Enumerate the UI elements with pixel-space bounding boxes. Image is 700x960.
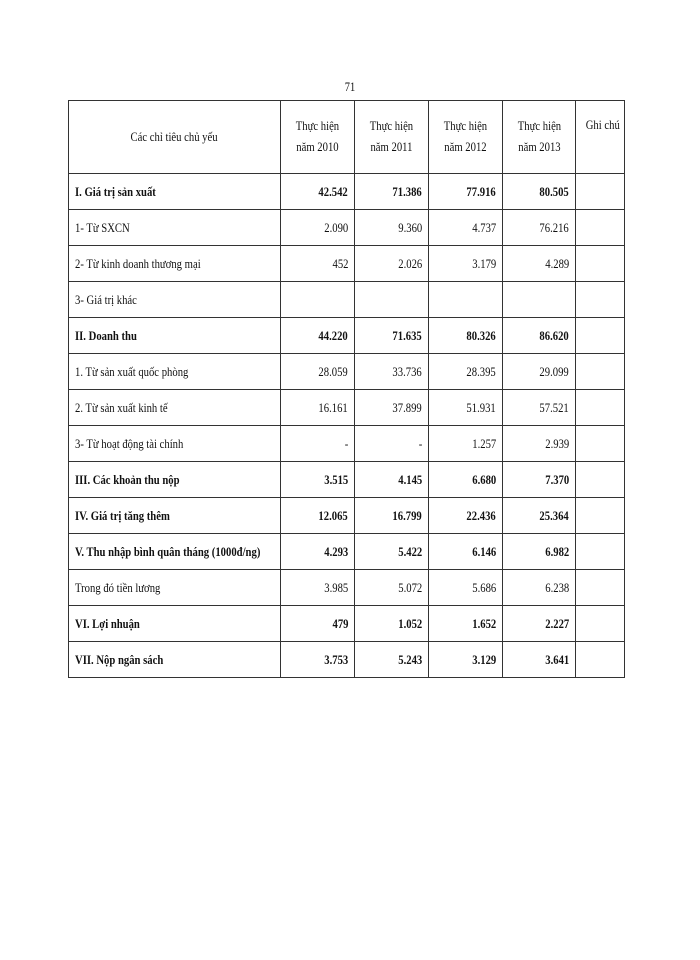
cell-year-2012: 3.179 <box>429 246 503 282</box>
cell-year-2011: 5.243 <box>355 642 429 678</box>
cell-year-2012: 51.931 <box>429 390 503 426</box>
cell-year-2012: 80.326 <box>429 318 503 354</box>
row-label: 3- Từ hoạt động tài chính <box>69 426 281 462</box>
cell-year-2013: 2.939 <box>503 426 576 462</box>
cell-note <box>576 606 625 642</box>
table-row <box>69 246 625 282</box>
cell-year-2013: 6.982 <box>503 534 576 570</box>
cell-year-2010: 479 <box>281 606 355 642</box>
cell-year-2010: 452 <box>281 246 355 282</box>
cell-year-2011: 5.422 <box>355 534 429 570</box>
cell-year-2013: 76.216 <box>503 210 576 246</box>
header-year-2011: Thực hiện năm 2011 <box>355 101 429 174</box>
cell-year-2011: 16.799 <box>355 498 429 534</box>
cell-year-2010: 44.220 <box>281 318 355 354</box>
cell-year-2010: 12.065 <box>281 498 355 534</box>
cell-year-2012: 28.395 <box>429 354 503 390</box>
cell-year-2012: 3.129 <box>429 642 503 678</box>
cell-year-2011: 5.072 <box>355 570 429 606</box>
table-row <box>69 462 625 498</box>
cell-year-2013: 29.099 <box>503 354 576 390</box>
cell-year-2011: 33.736 <box>355 354 429 390</box>
cell-year-2012 <box>429 282 503 318</box>
row-label: III. Các khoản thu nộp <box>69 462 281 498</box>
row-label: IV. Giá trị tăng thêm <box>69 498 281 534</box>
table-row <box>69 534 625 570</box>
cell-year-2010: 3.753 <box>281 642 355 678</box>
cell-year-2010: - <box>281 426 355 462</box>
cell-year-2010: 4.293 <box>281 534 355 570</box>
cell-note <box>576 642 625 678</box>
cell-year-2012: 4.737 <box>429 210 503 246</box>
cell-year-2011: 2.026 <box>355 246 429 282</box>
cell-note <box>576 570 625 606</box>
table-row <box>69 426 625 462</box>
cell-year-2012: 1.257 <box>429 426 503 462</box>
header-year-2013: Thực hiện năm 2013 <box>503 101 576 174</box>
cell-year-2011 <box>355 282 429 318</box>
cell-year-2010: 42.542 <box>281 174 355 210</box>
row-label: 2- Từ kinh doanh thương mại <box>69 246 281 282</box>
cell-year-2010: 2.090 <box>281 210 355 246</box>
cell-note <box>576 426 625 462</box>
cell-year-2011: - <box>355 426 429 462</box>
table-row <box>69 498 625 534</box>
table-body <box>69 174 625 678</box>
cell-year-2012: 77.916 <box>429 174 503 210</box>
cell-year-2011: 71.635 <box>355 318 429 354</box>
header-note: Ghi chú <box>576 101 625 174</box>
cell-year-2013 <box>503 282 576 318</box>
cell-year-2013: 25.364 <box>503 498 576 534</box>
row-label: VII. Nộp ngân sách <box>69 642 281 678</box>
row-label: 2. Từ sản xuất kinh tế <box>69 390 281 426</box>
header-year-2010: Thực hiện năm 2010 <box>281 101 355 174</box>
cell-year-2012: 5.686 <box>429 570 503 606</box>
cell-year-2012: 1.652 <box>429 606 503 642</box>
page-number: 71 <box>344 79 356 94</box>
cell-year-2013: 6.238 <box>503 570 576 606</box>
cell-note <box>576 282 625 318</box>
cell-year-2013: 57.521 <box>503 390 576 426</box>
cell-note <box>576 246 625 282</box>
cell-year-2013: 80.505 <box>503 174 576 210</box>
cell-year-2010: 3.985 <box>281 570 355 606</box>
cell-year-2013: 3.641 <box>503 642 576 678</box>
cell-note <box>576 534 625 570</box>
cell-note <box>576 390 625 426</box>
cell-year-2011: 4.145 <box>355 462 429 498</box>
table-row <box>69 570 625 606</box>
report-table <box>68 100 625 678</box>
cell-year-2010 <box>281 282 355 318</box>
cell-year-2013: 86.620 <box>503 318 576 354</box>
table-row <box>69 606 625 642</box>
table-row <box>69 318 625 354</box>
cell-note <box>576 498 625 534</box>
table-row <box>69 282 625 318</box>
cell-year-2012: 6.146 <box>429 534 503 570</box>
cell-year-2010: 3.515 <box>281 462 355 498</box>
cell-year-2013: 2.227 <box>503 606 576 642</box>
row-label: 1. Từ sản xuất quốc phòng <box>69 354 281 390</box>
table-row <box>69 354 625 390</box>
cell-year-2013: 7.370 <box>503 462 576 498</box>
cell-year-2011: 71.386 <box>355 174 429 210</box>
cell-note <box>576 174 625 210</box>
header-indicator: Các chỉ tiêu chủ yếu <box>69 101 281 174</box>
header-year-2012: Thực hiện năm 2012 <box>429 101 503 174</box>
row-label: V. Thu nhập bình quân tháng (1000đ/ng) <box>69 534 281 570</box>
cell-year-2013: 4.289 <box>503 246 576 282</box>
row-label: II. Doanh thu <box>69 318 281 354</box>
row-label: Trong đó tiền lương <box>69 570 281 606</box>
cell-year-2011: 9.360 <box>355 210 429 246</box>
cell-note <box>576 318 625 354</box>
row-label: 3- Giá trị khác <box>69 282 281 318</box>
row-label: 1- Từ SXCN <box>69 210 281 246</box>
table-header-row <box>69 101 625 174</box>
table-row <box>69 642 625 678</box>
row-label: VI. Lợi nhuận <box>69 606 281 642</box>
cell-year-2011: 37.899 <box>355 390 429 426</box>
row-label: I. Giá trị sản xuất <box>69 174 281 210</box>
cell-year-2011: 1.052 <box>355 606 429 642</box>
cell-year-2012: 22.436 <box>429 498 503 534</box>
table-row <box>69 390 625 426</box>
cell-year-2010: 28.059 <box>281 354 355 390</box>
cell-year-2012: 6.680 <box>429 462 503 498</box>
cell-note <box>576 462 625 498</box>
cell-note <box>576 354 625 390</box>
cell-year-2010: 16.161 <box>281 390 355 426</box>
table-row <box>69 210 625 246</box>
table-row <box>69 174 625 210</box>
cell-note <box>576 210 625 246</box>
